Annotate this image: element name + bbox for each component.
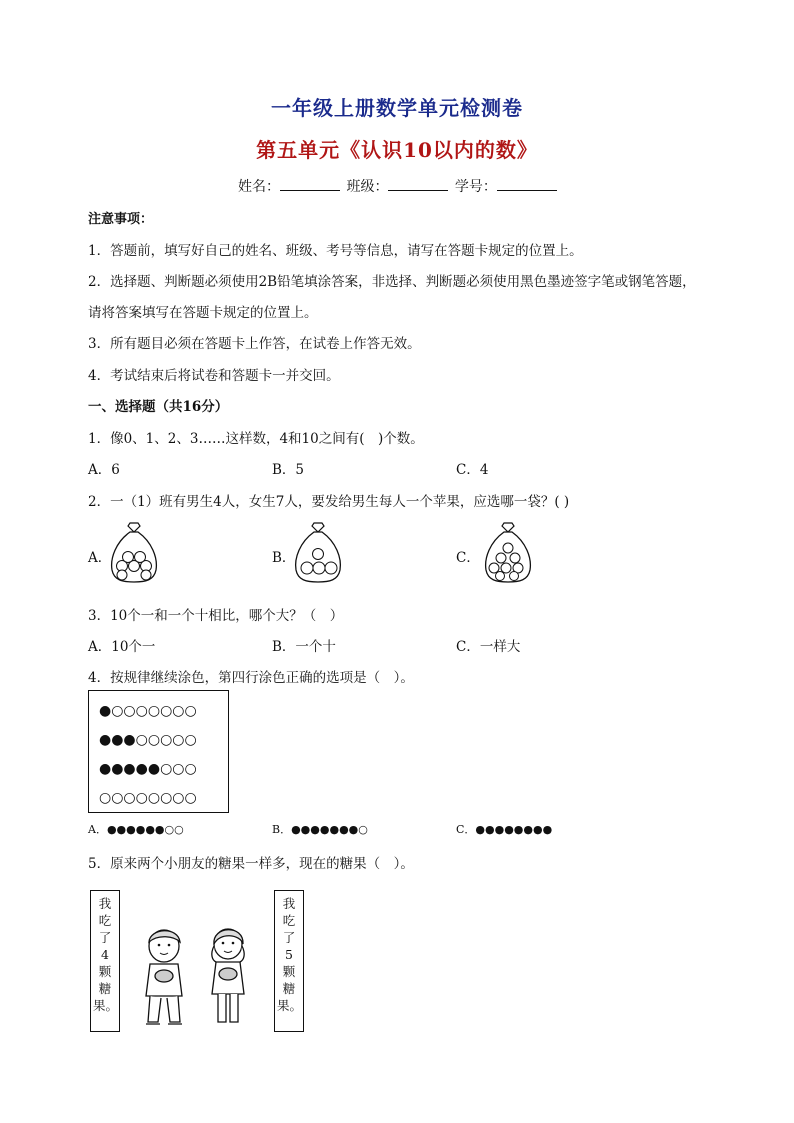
bubble-char: 我 [282,896,296,911]
speech-bubble-right [274,890,304,1032]
q2-option-a[interactable]: A． [88,550,112,566]
q2-option-b[interactable]: B． [272,550,296,566]
name-label: 姓名： [238,179,280,195]
question-1-stem: 1．像0、1、2、3……这样数，4和10之间有( )个数。 [88,431,424,447]
bubble-char: 了 [282,930,296,945]
q4-option-c[interactable]: C．●●●●●●●● [456,823,553,836]
q4-option-a[interactable]: A．●●●●●●○○ [88,823,184,836]
question-2-stem: 2．一（1）班有男生4人，女生7人，要发给男生每人一个苹果，应选哪一袋？( ) [88,494,570,510]
notes-heading: 注意事项： [88,212,154,227]
bubble-char: 果。 [93,998,119,1013]
student-info [238,176,559,196]
q2-option-c[interactable]: C． [456,550,480,566]
unit-subtitle: 第五单元《认识10以内的数》 [256,138,538,162]
bubble-char: 糖 [98,981,112,996]
candy-comic [88,888,310,1033]
q3-option-c[interactable]: C．一样大 [456,639,521,655]
question-3-stem: 3．10个一和一个十相比，哪个大？（ ） [88,608,344,624]
dot-row-1: ●○○○○○○○ [99,703,197,719]
notes-item: 3．所有题目必须在答题卡上作答，在试卷上作答无效。 [88,336,421,352]
bubble-char: 颗 [98,964,112,979]
apple-bag-4-icon[interactable] [292,522,344,584]
class-blank[interactable] [388,177,448,191]
exam-title: 一年级上册数学单元检测卷 [271,96,523,120]
question-5-stem: 5．原来两个小朋友的糖果一样多，现在的糖果（ ）。 [88,856,414,872]
class-label: 班级： [346,179,389,195]
dot-row-2: ●●●○○○○○ [99,732,197,748]
two-children-illustration [128,918,268,1030]
bubble-char: 5 [285,947,293,962]
q3-option-a[interactable]: A．10个一 [88,639,156,655]
name-blank[interactable] [280,177,340,191]
dot-row-3: ●●●●●○○○ [99,761,197,777]
apple-bag-7-icon[interactable] [108,522,160,584]
bubble-char: 4 [101,947,109,962]
q1-option-a[interactable]: A．6 [88,462,120,478]
bubble-char: 吃 [98,913,112,928]
dot-pattern-box [88,690,229,813]
bubble-char: 我 [98,896,112,911]
q1-option-c[interactable]: C．4 [456,462,489,478]
id-label: 学号： [454,179,497,195]
notes-item: 4．考试结束后将试卷和答题卡一并交回。 [88,368,340,384]
section-heading: 一、选择题（共16分） [88,399,229,415]
bubble-char: 了 [98,930,112,945]
notes-item: 请将答案填写在答题卡规定的位置上。 [88,305,318,321]
q1-option-b[interactable]: B．5 [272,462,305,478]
question-4-stem: 4．按规律继续涂色，第四行涂色正确的选项是（ ）。 [88,670,414,686]
notes-item: 2．选择题、判断题必须使用2B铅笔填涂答案，非选择、判断题必须使用黑色墨迹签字笔或钢笔答题， [88,274,696,290]
bubble-char: 糖 [282,981,296,996]
apple-bag-8-icon[interactable] [482,522,534,584]
speech-bubble-left [90,890,120,1032]
bubble-char: 吃 [282,913,296,928]
q4-option-b[interactable]: B．●●●●●●●○ [272,823,368,836]
bubble-char: 颗 [282,964,296,979]
q3-option-b[interactable]: B．一个十 [272,639,336,655]
notes-item: 1．答题前，填写好自己的姓名、班级、考号等信息，请写在答题卡规定的位置上。 [88,243,583,259]
bubble-char: 果。 [277,998,303,1013]
dot-row-4: ○○○○○○○○ [99,790,197,806]
id-blank[interactable] [497,177,557,191]
